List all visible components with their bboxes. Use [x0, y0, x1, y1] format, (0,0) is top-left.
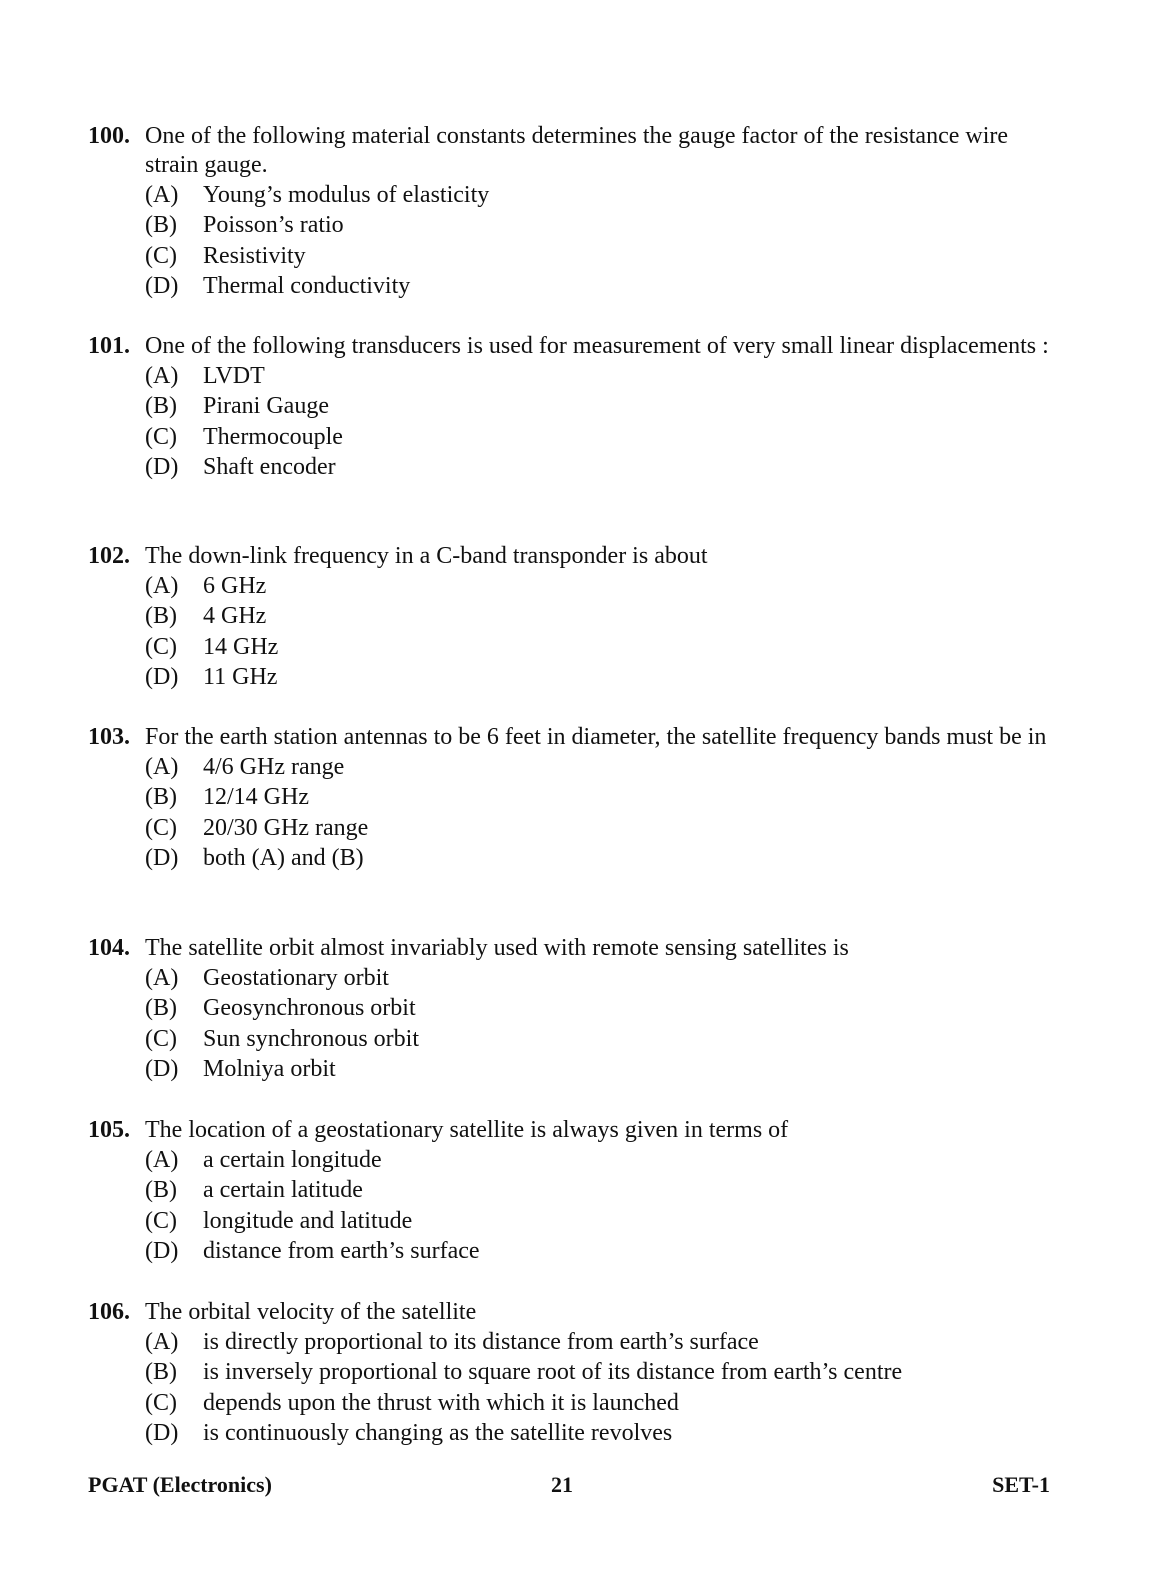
option-label: (B) [145, 212, 177, 239]
option-label: (C) [145, 633, 177, 660]
option-text: 4 GHz [203, 603, 267, 630]
question-number: 106. [88, 1299, 130, 1325]
option-text: Thermal conductivity [203, 273, 411, 300]
option-text: LVDT [203, 363, 265, 389]
option-text: 4/6 GHz range [203, 754, 345, 780]
option [145, 1206, 1063, 1236]
option [145, 361, 1063, 391]
option [145, 1054, 1063, 1084]
option [145, 452, 1063, 482]
question-number: 102. [88, 543, 130, 569]
question-number: 105. [88, 1117, 130, 1143]
option-text: Resistivity [203, 242, 306, 269]
option-label: (A) [145, 965, 179, 991]
option-text: Young’s modulus of elasticity [203, 182, 490, 208]
footer-page-number: 21 [551, 1472, 573, 1497]
option-label: (C) [145, 1025, 177, 1052]
option [145, 662, 1063, 692]
option [145, 210, 1063, 240]
question-number: 101. [88, 333, 130, 359]
option [145, 241, 1063, 271]
option [145, 782, 1063, 812]
option-text: a certain latitude [203, 1177, 363, 1204]
question-text: One of the following transducers is used for measurement of very small linear displacements : [145, 333, 1049, 359]
question-106 [88, 1298, 1063, 1449]
option-label: (D) [145, 1420, 179, 1447]
option-text: is continuously changing as the satellite revolves [203, 1420, 673, 1447]
option [145, 993, 1063, 1023]
option [145, 1175, 1063, 1205]
option-text: Geosynchronous orbit [203, 995, 416, 1022]
question-number: 103. [88, 724, 130, 750]
option [145, 271, 1063, 301]
option [145, 601, 1063, 631]
page-footer [88, 1472, 1050, 1502]
option [145, 1024, 1063, 1054]
question-text: For the earth station antennas to be 6 feet in diameter, the satellite frequency bands must be in [145, 724, 1047, 750]
option-text: distance from earth’s surface [203, 1238, 480, 1265]
question-104 [88, 934, 1063, 1085]
option-label: (D) [145, 1056, 179, 1083]
option-text: Pirani Gauge [203, 393, 329, 420]
question-text: The location of a geostationary satellite is always given in terms of [145, 1117, 789, 1143]
question-103 [88, 723, 1063, 874]
option-label: (B) [145, 784, 177, 811]
question-101 [88, 332, 1063, 483]
option-text: Sun synchronous orbit [203, 1025, 419, 1052]
option-label: (D) [145, 454, 179, 481]
option [145, 752, 1063, 782]
option-text: a certain longitude [203, 1147, 382, 1173]
option-label: (B) [145, 1359, 177, 1386]
option-label: (C) [145, 814, 177, 841]
option-label: (D) [145, 273, 179, 300]
question-102 [88, 542, 1063, 693]
option-text: 11 GHz [203, 664, 278, 691]
option-text: 6 GHz [203, 573, 267, 599]
question-number: 104. [88, 935, 130, 961]
option-text: both (A) and (B) [203, 845, 364, 872]
option-label: (D) [145, 1238, 179, 1265]
option-text: Molniya orbit [203, 1056, 336, 1083]
option-label: (C) [145, 242, 177, 269]
option-label: (C) [145, 1389, 177, 1416]
option [145, 1357, 1063, 1387]
option-label: (A) [145, 182, 179, 208]
option-label: (D) [145, 664, 179, 691]
option-text: Geostationary orbit [203, 965, 389, 991]
option-label: (A) [145, 363, 179, 389]
option-text: 20/30 GHz range [203, 814, 369, 841]
option-text: Poisson’s ratio [203, 212, 344, 239]
question-100 [88, 122, 1063, 302]
option-label: (A) [145, 1329, 179, 1355]
option-label: (C) [145, 423, 177, 450]
option [145, 1388, 1063, 1418]
option [145, 180, 1063, 210]
option-text: is inversely proportional to square root of its distance from earth’s centre [203, 1359, 903, 1386]
option [145, 422, 1063, 452]
question-number: 100. [88, 123, 130, 149]
option [145, 1327, 1063, 1357]
option-text: longitude and latitude [203, 1207, 413, 1234]
option-text: Shaft encoder [203, 454, 336, 481]
option-text: is directly proportional to its distance from earth’s surface [203, 1329, 759, 1355]
option-label: (A) [145, 1147, 179, 1173]
option [145, 571, 1063, 601]
option [145, 632, 1063, 662]
footer-exam-name: PGAT (Electronics) [88, 1472, 272, 1497]
option-text: Thermocouple [203, 423, 343, 450]
footer-set-code: SET-1 [992, 1472, 1050, 1497]
question-text: The down-link frequency in a C-band transponder is about [145, 543, 708, 569]
option-label: (B) [145, 1177, 177, 1204]
option [145, 1236, 1063, 1266]
question-text: One of the following material constants determines the gauge factor of the resistance wire strain gauge. [145, 123, 1009, 178]
option-label: (B) [145, 995, 177, 1022]
option-label: (C) [145, 1207, 177, 1234]
option [145, 1418, 1063, 1448]
option-label: (B) [145, 393, 177, 420]
option [145, 813, 1063, 843]
option [145, 391, 1063, 421]
option [145, 843, 1063, 873]
option-text: depends upon the thrust with which it is launched [203, 1389, 679, 1416]
option-label: (A) [145, 754, 179, 780]
option-label: (B) [145, 603, 177, 630]
option-text: 14 GHz [203, 633, 279, 660]
question-105 [88, 1116, 1063, 1267]
option [145, 963, 1063, 993]
question-text: The satellite orbit almost invariably used with remote sensing satellites is [145, 935, 849, 961]
option-text: 12/14 GHz [203, 784, 309, 811]
option-label: (D) [145, 845, 179, 872]
option-label: (A) [145, 573, 179, 599]
option [145, 1145, 1063, 1175]
question-text: The orbital velocity of the satellite [145, 1299, 477, 1325]
